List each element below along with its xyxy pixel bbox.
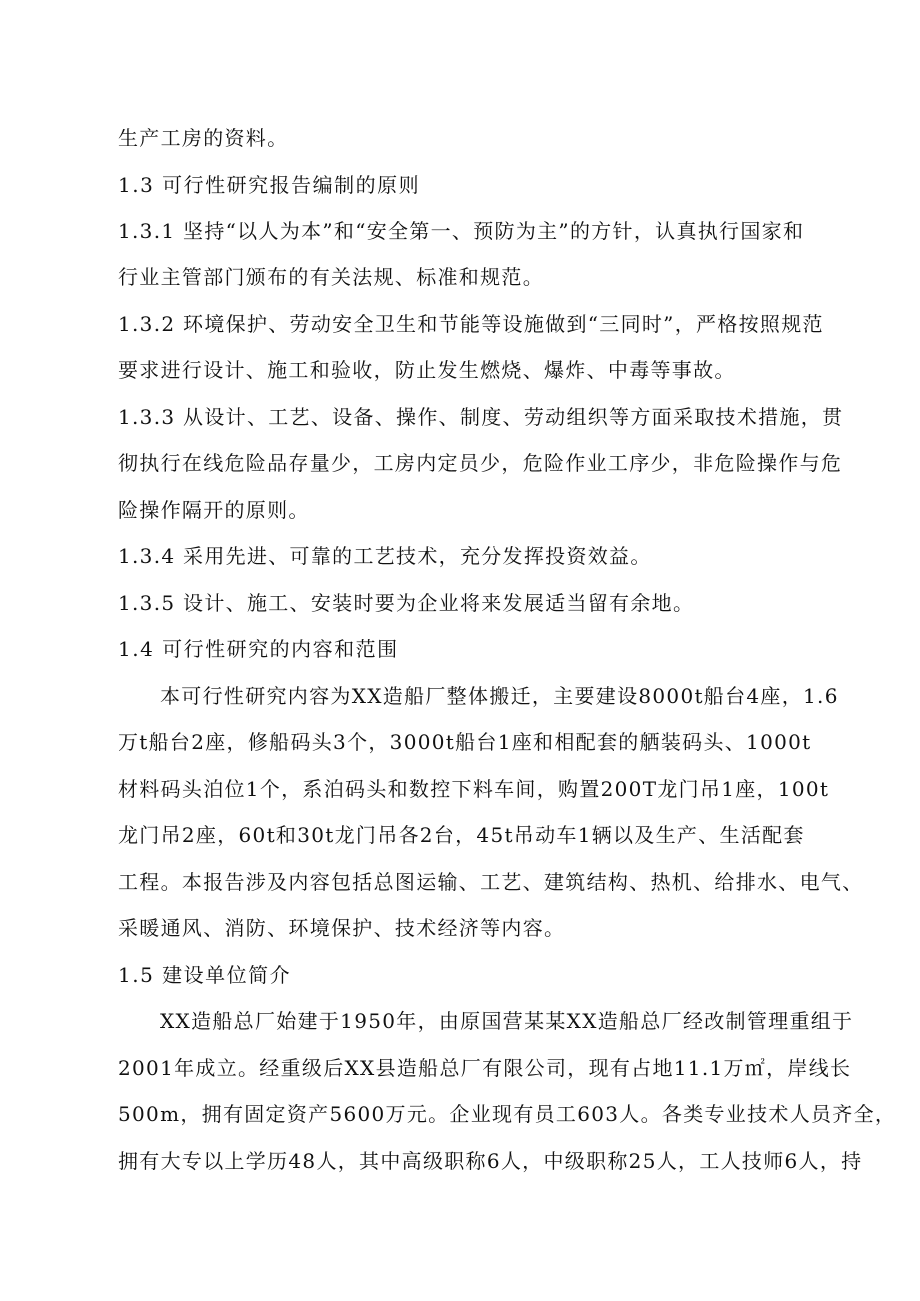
company-paragraph-line-1: XX造船总厂始建于1950年，由原国营某某XX造船总厂经改制管理重组于 [160,1009,854,1033]
section-heading-1-5: 1.5 建设单位简介 [118,963,292,987]
clause-1-3-4: 1.3.4 采用先进、可靠的工艺技术，充分发挥投资效益。 [118,544,652,568]
scope-paragraph-line-1: 本可行性研究内容为XX造船厂整体搬迁，主要建设8000t船台4座，1.6 [160,684,839,708]
clause-1-3-3-line-1: 1.3.3 从设计、工艺、设备、操作、制度、劳动组织等方面采取技术措施，贯 [118,405,844,429]
company-paragraph-line-3: 500m，拥有固定资产5600万元。企业现有员工603人。各类专业技术人员齐全， [118,1102,897,1126]
scope-paragraph-line-5: 工程。本报告涉及内容包括总图运输、工艺、建筑结构、热机、给排水、电气、 [118,870,864,894]
section-heading-1-4: 1.4 可行性研究的内容和范围 [118,637,399,661]
paragraph-continuation: 生产工房的资料。 [118,126,289,150]
clause-1-3-3-line-3: 险操作隔开的原则。 [118,498,310,522]
scope-paragraph-line-2: 万t船台2座，修船码头3个，3000t船台1座和相配套的舾装码头、1000t [118,730,812,754]
clause-1-3-2-line-2: 要求进行设计、施工和验收，防止发生燃烧、爆炸、中毒等事故。 [118,358,736,382]
clause-1-3-3-line-2: 彻执行在线危险品存量少，工房内定员少，危险作业工序少，非危险操作与危 [118,451,843,475]
scope-paragraph-line-3: 材料码头泊位1个，系泊码头和数控下料车间，购置200T龙门吊1座，100t [118,777,830,801]
clause-1-3-1-line-1: 1.3.1 坚持“以人为本”和“安全第一、预防为主”的方针，认真执行国家和 [118,219,805,243]
company-paragraph-line-4: 拥有大专以上学历48人，其中高级职称6人，中级职称25人，工人技师6人，持 [118,1149,863,1173]
section-heading-1-3: 1.3 可行性研究报告编制的原则 [118,173,421,197]
scope-paragraph-line-4: 龙门吊2座，60t和30t龙门吊各2台，45t吊动车1辆以及生产、生活配套 [118,823,805,847]
scope-paragraph-line-6: 采暖通风、消防、环境保护、技术经济等内容。 [118,916,566,940]
clause-1-3-2-line-1: 1.3.2 环境保护、劳动安全卫生和节能等设施做到“三同时”，严格按照规范 [118,312,824,336]
clause-1-3-1-line-2: 行业主管部门颁布的有关法规、标准和规范。 [118,265,544,289]
clause-1-3-5: 1.3.5 设计、施工、安装时要为企业将来发展适当留有余地。 [118,591,695,615]
company-paragraph-line-2: 2001年成立。经重级后XX县造船总厂有限公司，现有占地11.1万㎡，岸线长 [118,1056,852,1080]
